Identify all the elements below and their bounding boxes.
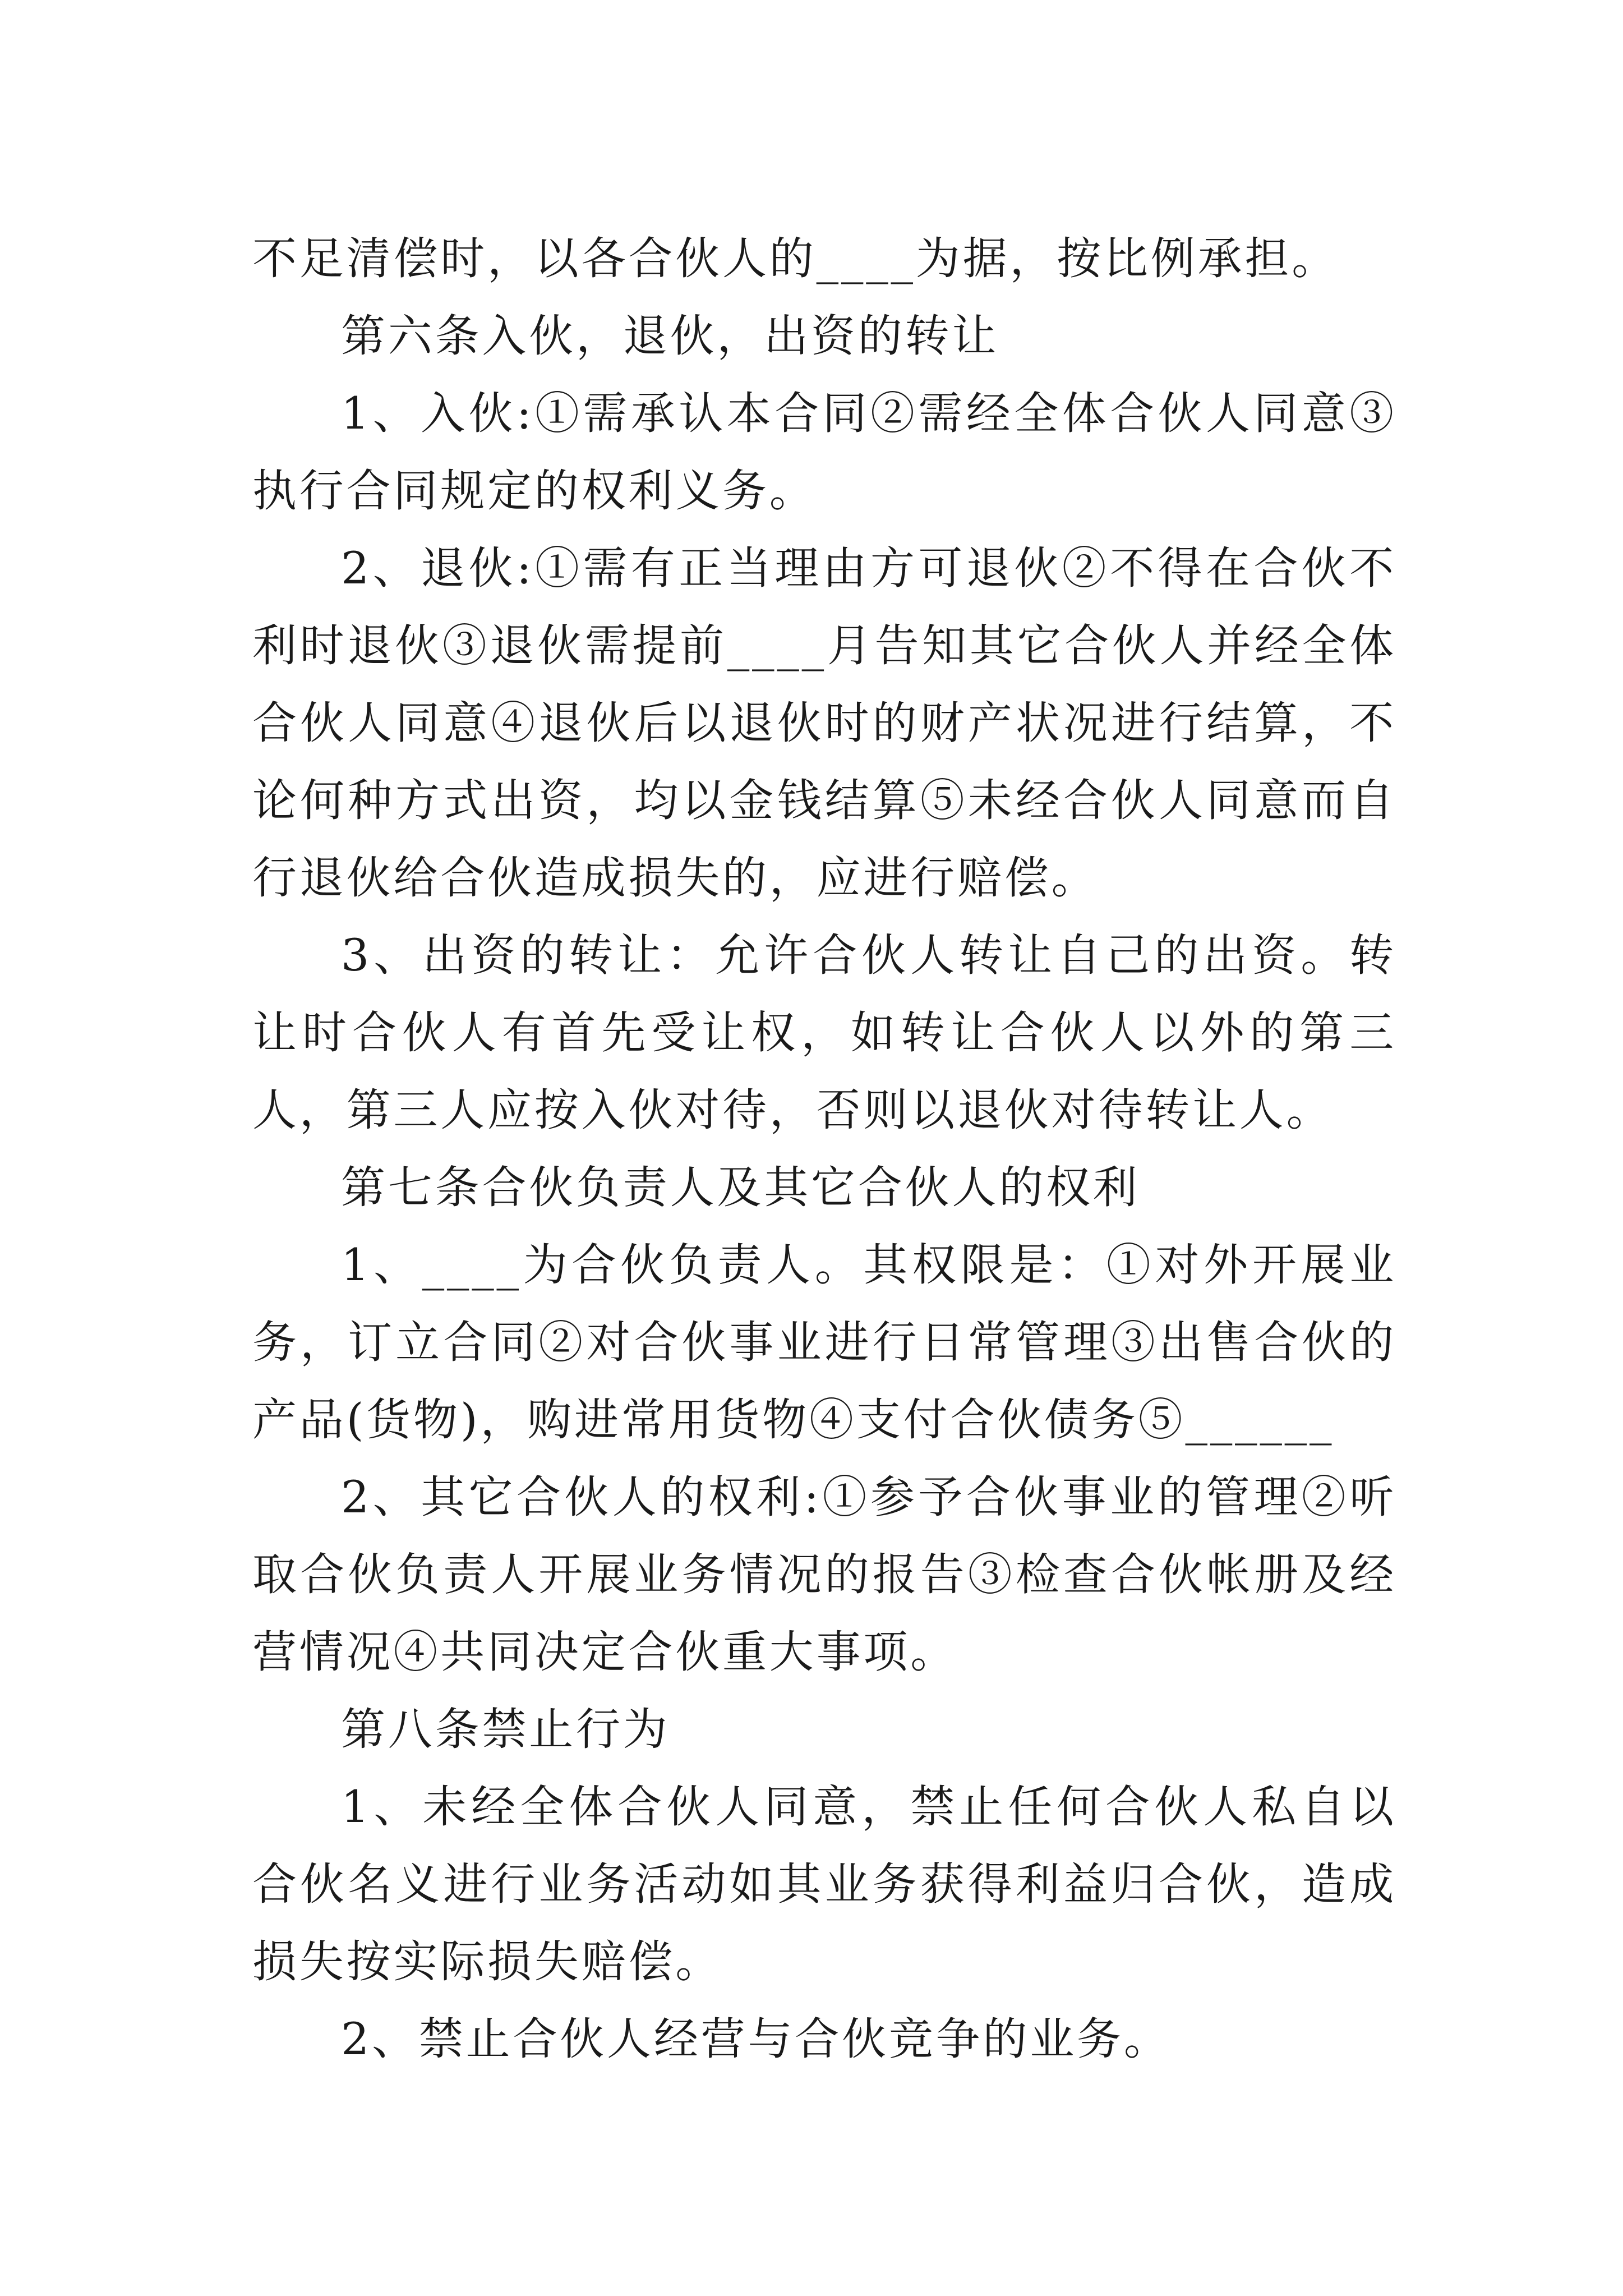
clause-capital-transfer: 3、出资的转让：允许合伙人转让自己的出资。转让时合伙人有首先受让权，如转让合伙人以外的第三人，第三人应按入伙对待，否则以退伙对待转让人。 — [252, 930, 1396, 1136]
clause-withdrawal: 2、退伙:①需有正当理由方可退伙②不得在合伙不利时退伙③退伙需提前____月告知其它合伙人并经全体合伙人同意④退伙后以退伙时的财产状况进行结算，不论何种方式出资，均以金钱结算⑤未经合伙人同意而自行退伙给合伙造成损失的，应进行赔偿。 — [252, 542, 1396, 904]
clause-joining: 1、入伙:①需承认本合同②需经全体合伙人同意③执行合同规定的权利义务。 — [252, 388, 1396, 517]
clause-prohibition-2: 2、禁止合伙人经营与合伙竞争的业务。 — [341, 2013, 1171, 2065]
heading-article-8: 第八条禁止行为 — [341, 1704, 670, 1755]
heading-article-7: 第七条合伙负责人及其它合伙人的权利 — [341, 1162, 1140, 1213]
document-body — [252, 220, 1396, 2078]
paragraph-loss-sharing: 不足清偿时，以各合伙人的____为据，按比例承担。 — [252, 233, 1339, 284]
clause-other-partner-rights: 2、其它合伙人的权利:①参予合伙事业的管理②听取合伙负责人开展业务情况的报告③检查合伙帐册及经营情况④共同决定合伙重大事项。 — [252, 1471, 1396, 1678]
heading-article-6: 第六条入伙，退伙，出资的转让 — [341, 310, 999, 362]
clause-prohibition-1: 1、未经全体合伙人同意，禁止任何合伙人私自以合伙名义进行业务活动如其业务获得利益归合伙，造成损失按实际损失赔偿。 — [252, 1781, 1396, 1987]
clause-responsible-partner: 1、____为合伙负责人。其权限是：①对外开展业务，订立合同②对合伙事业进行日常管理③出售合伙的产品(货物)，购进常用货物④支付合伙债务⑤______ — [252, 1239, 1396, 1446]
